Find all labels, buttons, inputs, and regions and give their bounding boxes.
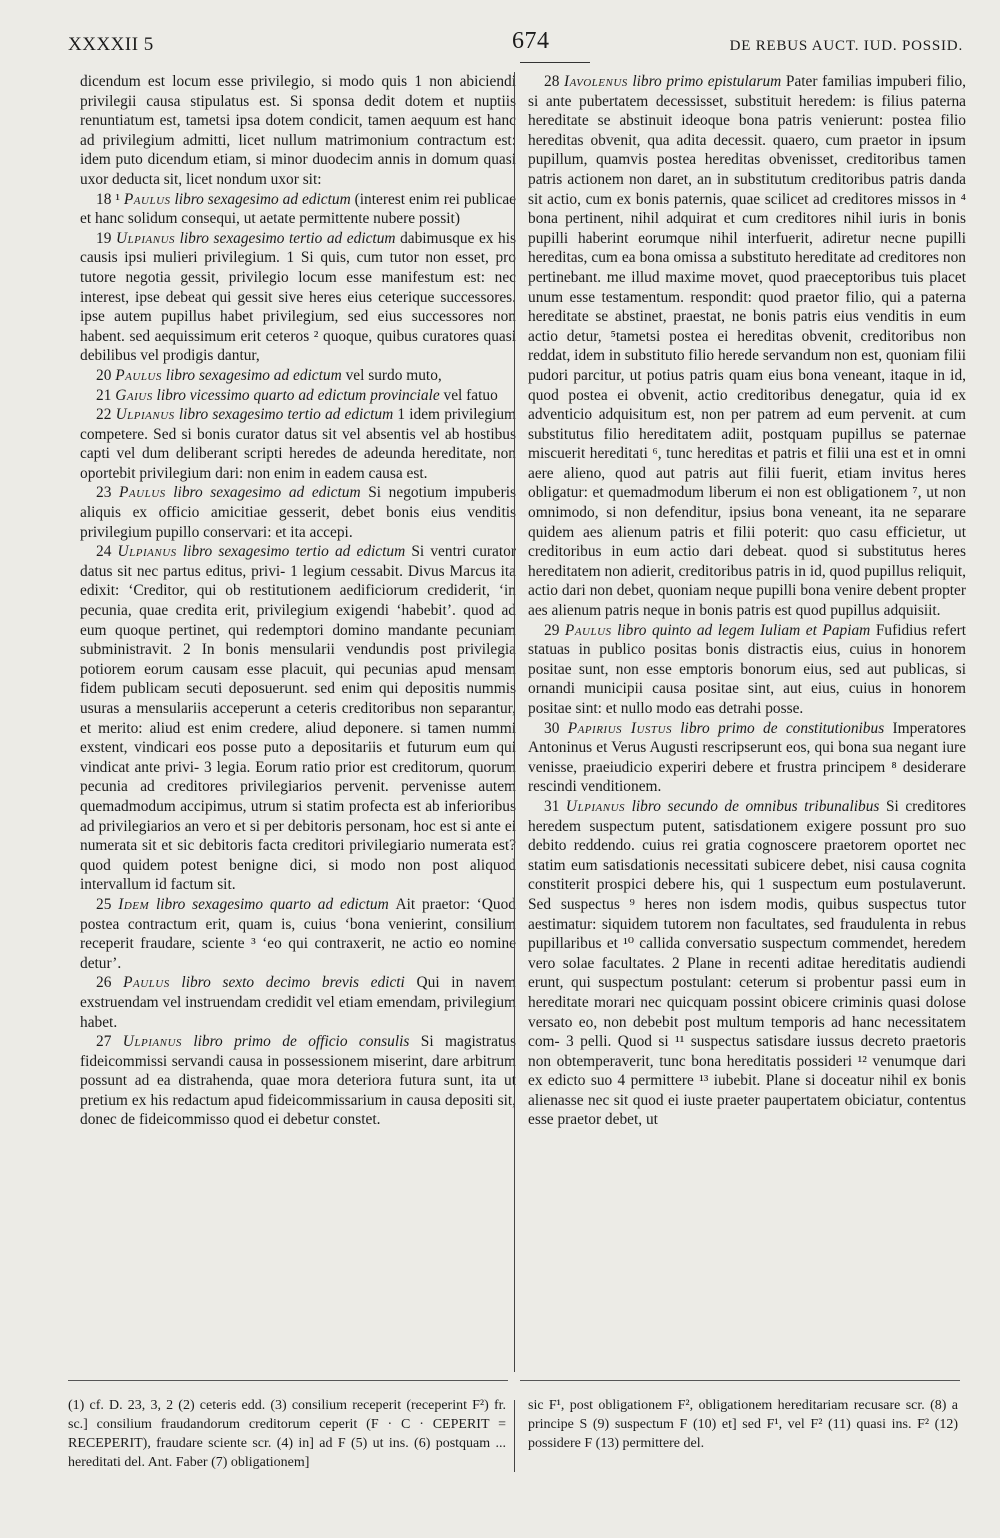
fragment-paragraph (80, 366, 516, 386)
fragment-text: (interest enim rei publicae et hanc solidum consequi, ut aetate permittente nubere possit) (80, 190, 516, 228)
fragment-paragraph (528, 72, 966, 621)
fragment-text: Fufidius refert statuas in publico positas bonis distractis eius, cuius in honorem positae sunt, non esse emptoris bonorum eius, sed aut publicas, si ornandi municipii causa positae sint, aut eius, cuius in honorem positae sint: et nullo modo eas detrahi posse. (528, 621, 966, 717)
fragment-paragraph (80, 895, 516, 973)
footnote-column-divider (514, 1400, 515, 1472)
fragment-inscription: Paulus libro sexagesimo ad edictum (119, 484, 369, 502)
fragment-paragraph (528, 621, 966, 719)
fragment-number: 28 (544, 73, 565, 90)
fragment-inscription: Ulpianus libro sexagesimo tertio ad edictum (115, 229, 401, 247)
footnotes-left: (1) cf. D. 23, 3, 2 (2) ceteris edd. (3) consilium receperit (receperint F²) fr. sc.] consilium fraudandorum creditorum ceperit (F · C · CEPERIT = RECEPERIT), fraudare sciente scr. (4) in] ad F (5) ut ins. (6) postquam ... hereditati del. Ant. Faber (7) obligationem] (68, 1398, 506, 1470)
fragment-paragraph (80, 386, 516, 406)
jurist-name: Ulpianus (115, 229, 176, 247)
footnote-rule-right (520, 1380, 960, 1381)
fragment-number: 21 (96, 386, 116, 404)
fragment-inscription: Paulus libro sexagesimo ad edictum (115, 366, 346, 384)
fragment-text: Si negotium impuberis aliquis ex officio amicitiae gesserit, debet bonis eius venditis privilegium pupillo conservari: et ita accepi. (80, 484, 516, 541)
jurist-name: Ulpianus (115, 406, 175, 424)
fragment-number: 23 (96, 484, 120, 502)
fragment-paragraph (80, 973, 516, 1032)
left-text-column (80, 72, 516, 1368)
continued-paragraph (80, 72, 516, 190)
jurist-name: Ulpianus (122, 1033, 182, 1051)
fragment-text: Si ventri curator datus sit nec partus editus, privi- 1 legium cessabit. Divus Marcus ita edixit: ‘Creditor, qui ob restitutionem aedificiorum crediderit, ‘in pecunia, quae credita erit, privilegium exigendi ‘habebit’. quod ad eum quoque pertinet, qui redemptori domino mandante pecuniam subministravit. 2 In bonis mensularii vendundis post privilegia potiorem eorum causam esse placuit, qui pecunias apud mensam fidem publicam secuti deposuerunt. sed enim qui depositis nummis usuras a mensulariis acceperunt a ceteris creditoribus non separantur, et merito: aliud est enim credere, aliud deponere. si tamen nummi exstent, vindicari eos posse puto a depositariis et futurum eum qui vindicat ante privi- 3 legia. Eorum ratio prior est creditorum, quorum pecunia ad creditores privilegiarios pervenit. pervenisse autem quemadmodum accipimus, utrum si statim profecta est ab inferioribus ad privilegiarios an vero et si per debitoris personam, hoc est si ante ei numerata sit et sic debitoris facta creditori privilegiario numerata est? quod quidem potest benigne dici, si modo non post aliquod intervallum id factum sit. (80, 543, 516, 894)
fragment-paragraph (80, 483, 516, 542)
fragment-inscription: Paulus libro sexto decimo brevis edicti (123, 974, 417, 992)
fragment-inscription: Paulus libro quinto ad legem Iuliam et Papiam (564, 621, 876, 639)
fragment-text: vel fatuo (443, 386, 498, 404)
page-number-rule (520, 62, 590, 63)
fragment-inscription: Gaius libro vicessimo quarto ad edictum provinciale (115, 386, 444, 404)
jurist-name: Idem (118, 895, 150, 913)
fragment-number: 27 (96, 1033, 123, 1051)
fragment-inscription: Iavolenus libro primo epistularum (564, 73, 786, 90)
fragment-inscription: Ulpianus libro sexagesimo tertio ad edictum (115, 406, 398, 424)
fragment-number: 20 (96, 366, 116, 384)
jurist-name: Ulpianus (565, 797, 626, 815)
jurist-name: Paulus (119, 484, 166, 502)
fragment-inscription: Papirius Iustus libro primo de constitutionibus (567, 719, 893, 737)
fragment-text: Si creditores heredem suspectum putent, satisdationem exigere possunt pro suo debito reddendo. cuius rei gratia cognoscere praetorem oportet nec statim eum satisdationis necessitati subicere debet, nisi causa cognita constiterit prospici debere his, qui 1 suspectum eum postulaverunt. Sed suspectus ⁹ heres non isdem modis, quibus suspectus tutor aestimatur: siquidem tutorem non facultates, sed fraudulenta in rebus pupillaribus et ¹⁰ callida conversatio suspectum commendet, heredem vero solae facultates. 2 Plane in recenti aditae hereditatis audiendi erunt, qui suspectum postulant: ceterum si probentur passi eum in hereditate morari nec quicquam possint obicere criminis quasi dolose versato eo, non debebit post multum temporis ad hanc necessitatem com- 3 pelli. Quod si ¹¹ suspectus satisdare iussus decreto praetoris non obtemperaverit, tunc bona hereditatis possideri ¹² venumque dari ex edicto suo 4 permittere ¹³ iubebit. Plane si doceatur nihil ex bonis alienasse nec sit quod ei iuste praeter paupertatem obiciatur, contentus esse praetor debet, ut (528, 797, 966, 1129)
fragment-inscription: Paulus libro sexagesimo ad edictum (123, 190, 355, 208)
jurist-name: Gaius (115, 386, 153, 404)
fragment-inscription: Ulpianus libro primo de officio consulis (122, 1033, 421, 1051)
fragment-inscription: Ulpianus libro sexagesimo tertio ad edictum (117, 543, 412, 561)
fragment-text: Qui in navem exstruendam vel instruendam credidit vel etiam emendam, privilegium habet. (80, 974, 516, 1031)
fragment-number: 24 (96, 543, 118, 561)
running-title: DE REBUS AUCT. IUD. POSSID. (729, 38, 963, 54)
fragment-number: 18 ¹ (96, 190, 124, 208)
fragment-text: Imperatores Antoninus et Verus Augusti rescripserunt eos, qui bona sua negant iure venisse, praeiudicio experiri debere et frustra principem ⁸ desiderare rescindi venditionem. (528, 719, 966, 796)
page-number: 674 (512, 28, 550, 54)
fragment-paragraph (80, 1032, 516, 1130)
fragment-paragraph (528, 797, 966, 1130)
fragment-text: Ait praetor: ‘Quod postea contractum erit, quam is, cuius ‘bona venierint, consilium receperit fraudare, sciente ³ ‘eo qui contraxerit, ne actio eo nomine detur’. (80, 895, 516, 972)
footnotes-right: sic F¹, post obligationem F², obligationem hereditariam recusare scr. (8) a principe S (9) suspectum F (10) et] sed F¹, vel F² (11) quasi ins. F² (12) possidere F (13) permittere del. (528, 1398, 958, 1451)
running-header (68, 28, 963, 64)
right-text-column (528, 72, 966, 1368)
jurist-name: Papirius Iustus (567, 719, 672, 737)
fragment-number: 30 (544, 719, 568, 737)
fragment-text: dabimusque ex his causis ipsi mulieri privilegium. 1 Si quis, cum tutor non esset, pro tutore negotia gessit, privilegio locum esse manifestum est: nec interest, ipse debeat qui gessit sive heres eius ceterique successores. ipse autem pupillus habet privilegium, sed eius successores non habent. sed aequissimum erit ceteros ² quoque, quibus curatores quasi debilibus vel prodigis dantur, (80, 229, 516, 365)
jurist-name: Ulpianus (117, 543, 177, 561)
jurist-name: Paulus (123, 190, 171, 208)
jurist-name: Paulus (123, 974, 170, 992)
fragment-number: 29 (544, 621, 565, 639)
fragment-number: 25 (96, 895, 119, 913)
jurist-name: Paulus (115, 366, 162, 384)
fragment-text: vel surdo muto, (345, 366, 442, 384)
fragment-paragraph (80, 190, 516, 229)
fragment-paragraph (528, 719, 966, 797)
fragment-number: 19 (96, 229, 116, 247)
fragment-number: 26 (96, 974, 124, 992)
fragment-paragraph (80, 405, 516, 483)
fragment-text: dicendum est locum esse privilegio, si modo quis 1 non abiciendi privilegii causa stipulatus est. Si sponsa dedit dotem et nuptiis renuntiatum est, tametsi ipsa dotem condicit, tamen aequum est hanc ad privilegium admitti, licet nullum matrimonium contractum est: idem puto dicendum etiam, si minor duodecim annis in domum quasi uxor deducta sit, licet nondum uxor sit: (80, 73, 516, 188)
book-section-number: XXXXII 5 (68, 34, 154, 55)
fragment-text: Pater familias impuberi filio, si ante pubertatem decessisset, substituit heredem: is filius paterna hereditate se abstinuit ideoque bona patris venierunt: postea filio hereditas obvenit, qua adita decessit. quaero, cum praetor in ipsum pupillum, quamvis postea hereditas obvenisset, creditoribus tamen patris actionem non daret, an in substitutum creditoribus patris danda sit actio, cum ex bonis paternis, quae scilicet ad creditores missos in ⁴ bona pertinent, nihil adquirat et cum creditores nihil iuris in bonis pupilli haberint eorumque nihil interfuerit, adiretur necne pupilli hereditas, cum ea bona omissa a substituto hereditate ad creditores non pertinebant. me illud maxime movet, quod praeceptoribus tuis placet unum esse testamentum. respondit: quod praetor filio, qui a paterna hereditate se abstinet, praestat, ne bonis patris eius venditis in eum actio detur, ⁵tametsi postea ei hereditas obvenit, creditoribus non reddat, idem in substituto filio herede servandum non est, quoniam filii pudori parcitur, ut potius patris quam eius bona veneant, itaque in id, quod postea ei obvenit, actio creditoribus denegatur, quia id ex adventicio adquisitum est, non per patrem ad eum pervenit. at cum substitutus filio hereditatem adiit, postquam pupillus se paternae miscuerit hereditati ⁶, tunc hereditas et patris et filii una est et in omni aere alieno, quod aut patris aut filii fuerit, etiam invitus heres obligatur: et quemadmodum liberum ei non est obligationem ⁷, ut non omnimodo, si non defenditur, ipsius bona veneant, ita ne separare quidem aes alienum patris et filii poterit: quo casu efficietur, ut creditoribus in eum actio dari debeat. quod si substitutus heres hereditatem non adierit, creditoribus patris in id, quod pupillus reliquit, actio dari non debet, quoniam neque pupilli bona venire debent propter aes alienum patris neque in bonis patris est quod pupillus adquisiit. (528, 73, 966, 620)
fragment-inscription: Ulpianus libro secundo de omnibus tribunalibus (565, 797, 886, 815)
fragment-number: 31 (544, 797, 566, 815)
fragment-text: 1 idem privilegium competere. Sed si bonis curator datus sit vel absentis vel ab hostibus capti vel dum deliberant scripti heredes de adeunda hereditate, non oportebit privilegium dari: non enim in eadem causa est. (80, 406, 516, 482)
fragment-text: Si magistratus fideicommissi servandi causa in possessionem miserint, dare arbitrum possunt ad ea distrahenda, quae mora deteriora futura sunt, ita ut pretium ex his redactum apud fideicommissarium in causa depositi sit, donec de fideicommisso quod ei debetur constet. (80, 1033, 516, 1129)
fragment-paragraph (80, 542, 516, 895)
column-divider (514, 72, 515, 1372)
fragment-inscription: Idem libro sexagesimo quarto ad edictum (118, 895, 396, 913)
fragment-number: 22 (96, 406, 116, 424)
jurist-name: Paulus (564, 621, 612, 639)
jurist-name: Iavolenus (564, 73, 628, 90)
footnote-rule-left (68, 1380, 508, 1381)
fragment-paragraph (80, 229, 516, 366)
